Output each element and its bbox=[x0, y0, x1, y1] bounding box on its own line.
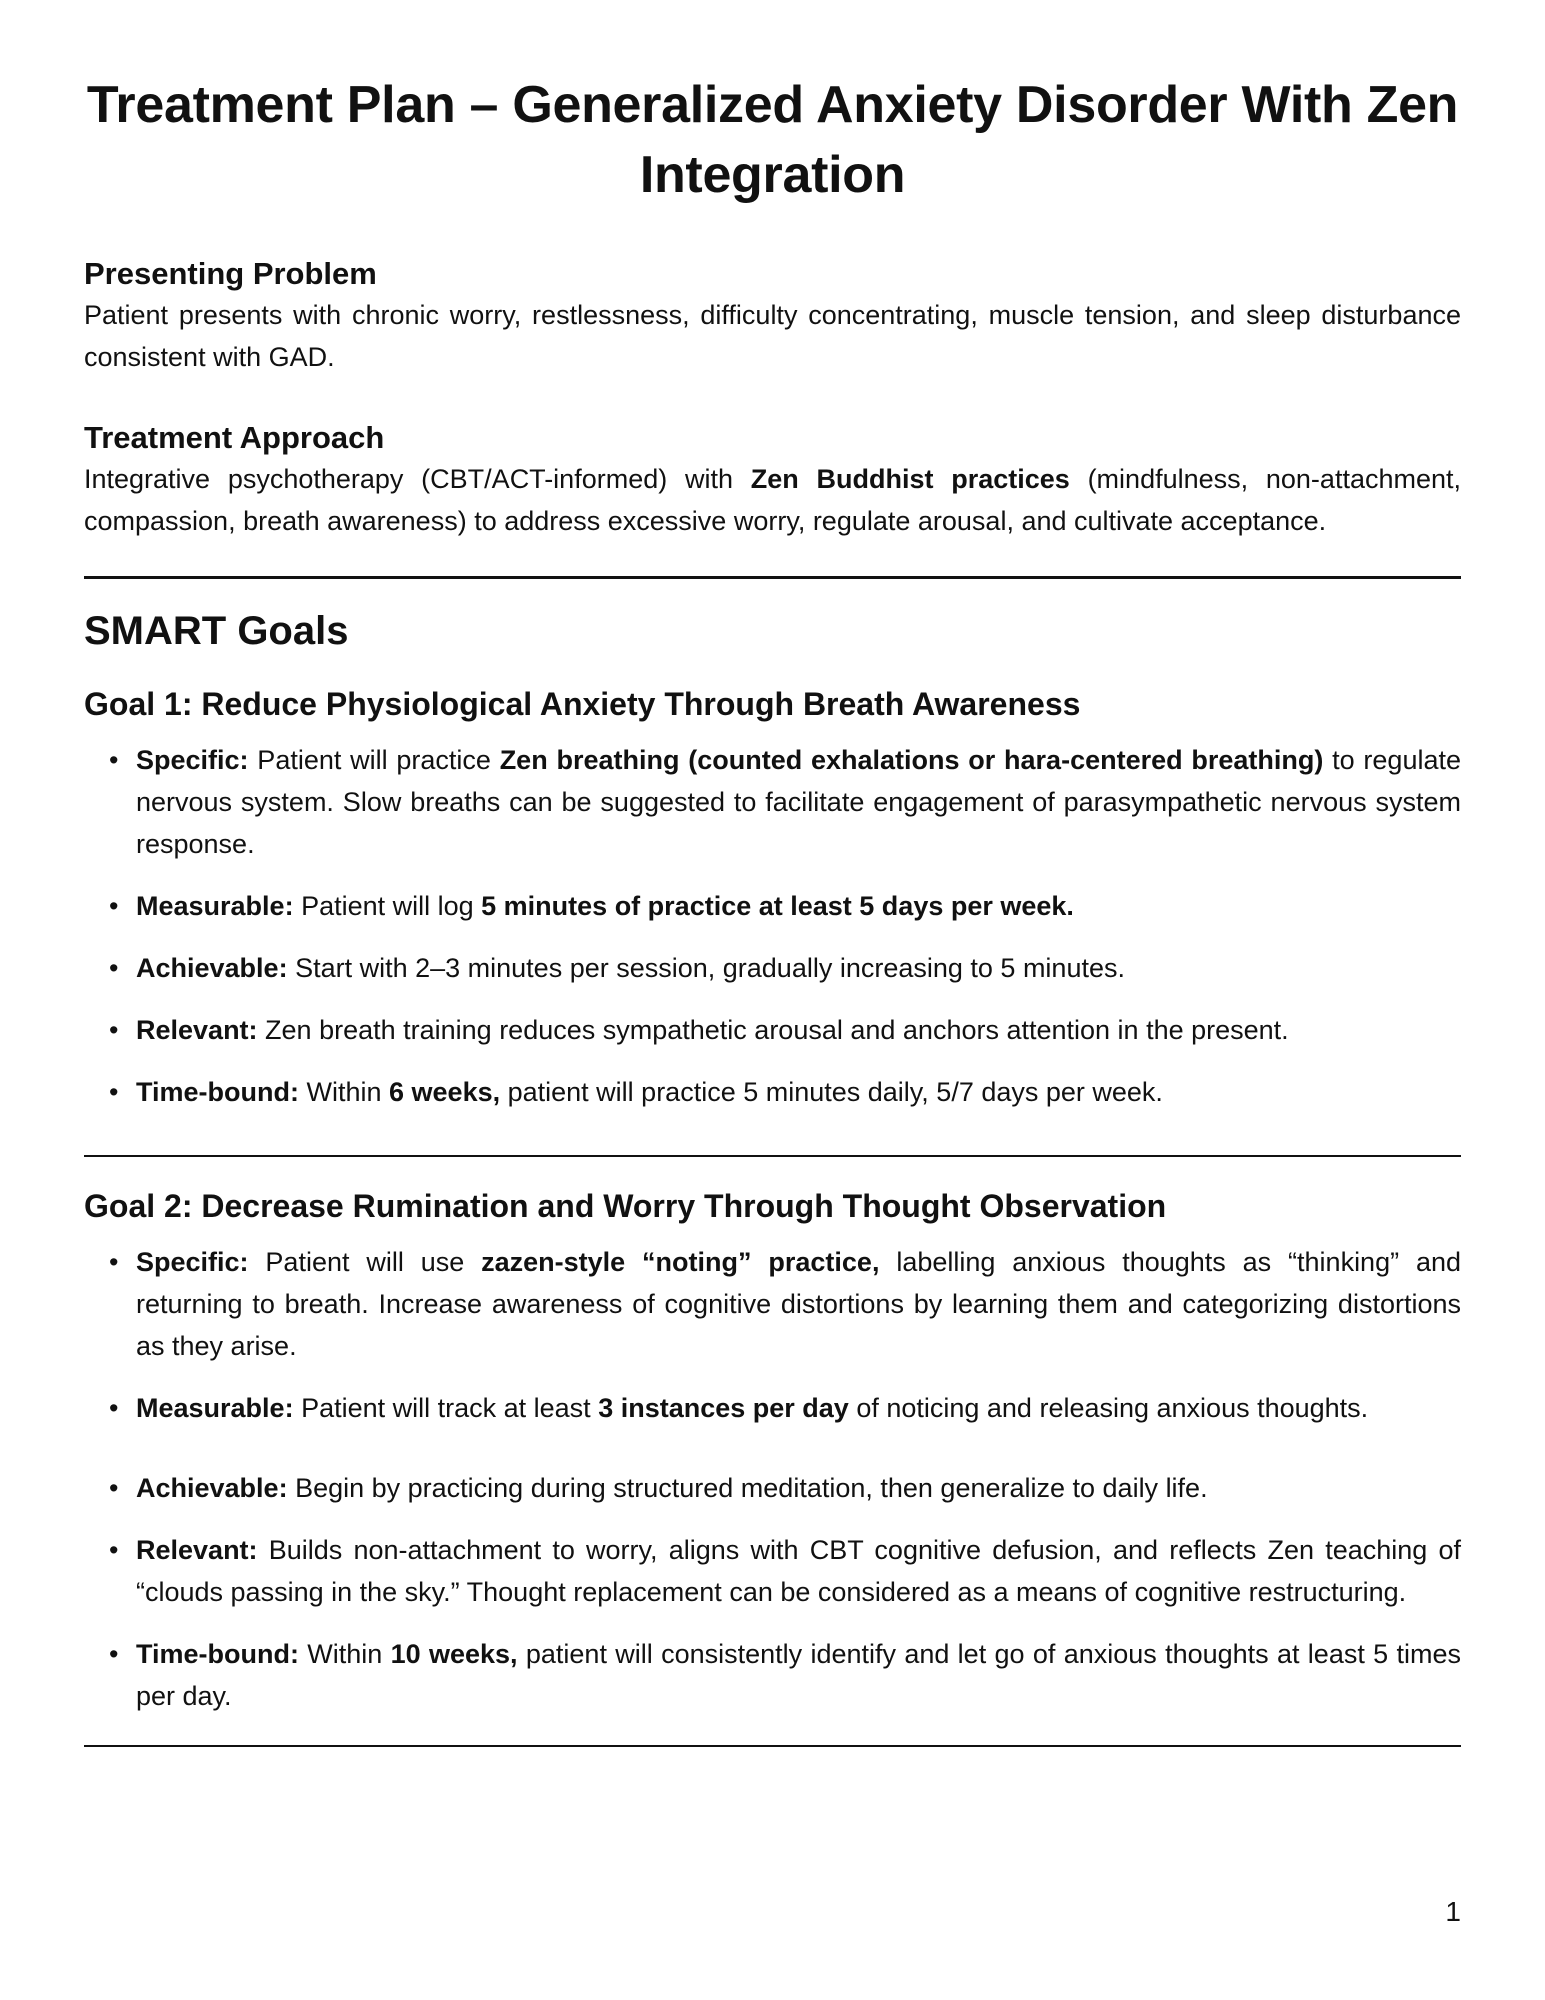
treatment-approach-heading: Treatment Approach bbox=[84, 420, 385, 455]
list-item: • Measurable: Patient will track at least 3 instances per day of noticing and releasing anxious thoughts. bbox=[109, 1393, 1369, 1423]
list-item: • Achievable: Start with 2–3 minutes per session, gradually increasing to 5 minutes. bbox=[109, 953, 1125, 983]
list-item: • Time-bound: Within 6 weeks, patient will practice 5 minutes daily, 5/7 days per week. bbox=[109, 1077, 1163, 1107]
list-item: • Relevant: Zen breath training reduces sympathetic arousal and anchors attention in the present. bbox=[109, 1015, 1289, 1045]
goal-2-list bbox=[84, 1241, 1461, 1717]
document-page bbox=[84, 70, 1461, 1747]
presenting-problem-text: Patient presents with chronic worry, restlessness, difficulty concentrating, muscle tension, and sleep disturbance consistent with GAD. bbox=[84, 300, 1461, 372]
list-item: • Specific: Patient will practice Zen breathing (counted exhalations or hara-centered breathing) to regulate nervous system. Slow breaths can be suggested to facilitate engagement of parasympathetic nervous system response. bbox=[109, 745, 1461, 859]
list-item: • Achievable: Begin by practicing during structured meditation, then generalize to daily life. bbox=[109, 1473, 1208, 1503]
page-number: 1 bbox=[1445, 1896, 1461, 1927]
list-item: • Measurable: Patient will log 5 minutes of practice at least 5 days per week. bbox=[109, 891, 1074, 921]
list-item: • Relevant: Builds non-attachment to worry, aligns with CBT cognitive defusion, and reflects Zen teaching of “clouds passing in the sky.” Thought replacement can be considered as a means of cognitive restructuring. bbox=[109, 1535, 1461, 1607]
goal-2-heading: Goal 2: Decrease Rumination and Worry Through Thought Observation bbox=[84, 1188, 1167, 1224]
treatment-approach-text: Integrative psychotherapy (CBT/ACT-informed) with Zen Buddhist practices (mindfulness, non-attachment, compassion, breath awareness) to address excessive worry, regulate arousal, and cultivate acceptance. bbox=[84, 464, 1461, 536]
page-footer-divider bbox=[84, 1745, 1461, 1747]
goal-1-list bbox=[84, 739, 1461, 1113]
goal-1-heading: Goal 1: Reduce Physiological Anxiety Through Breath Awareness bbox=[84, 686, 1081, 722]
smart-goals-heading: SMART Goals bbox=[84, 609, 349, 653]
list-item: • Time-bound: Within 10 weeks, patient will consistently identify and let go of anxious thoughts at least 5 times per day. bbox=[109, 1639, 1461, 1711]
document-title: Treatment Plan – Generalized Anxiety Disorder With Zen Integration bbox=[86, 76, 1459, 204]
list-item: • Specific: Patient will use zazen-style “noting” practice, labelling anxious thoughts as “thinking” and returning to breath. Increase awareness of cognitive distortions by learning them and categorizing distortions as they arise. bbox=[109, 1247, 1462, 1361]
presenting-problem-heading: Presenting Problem bbox=[84, 256, 377, 291]
